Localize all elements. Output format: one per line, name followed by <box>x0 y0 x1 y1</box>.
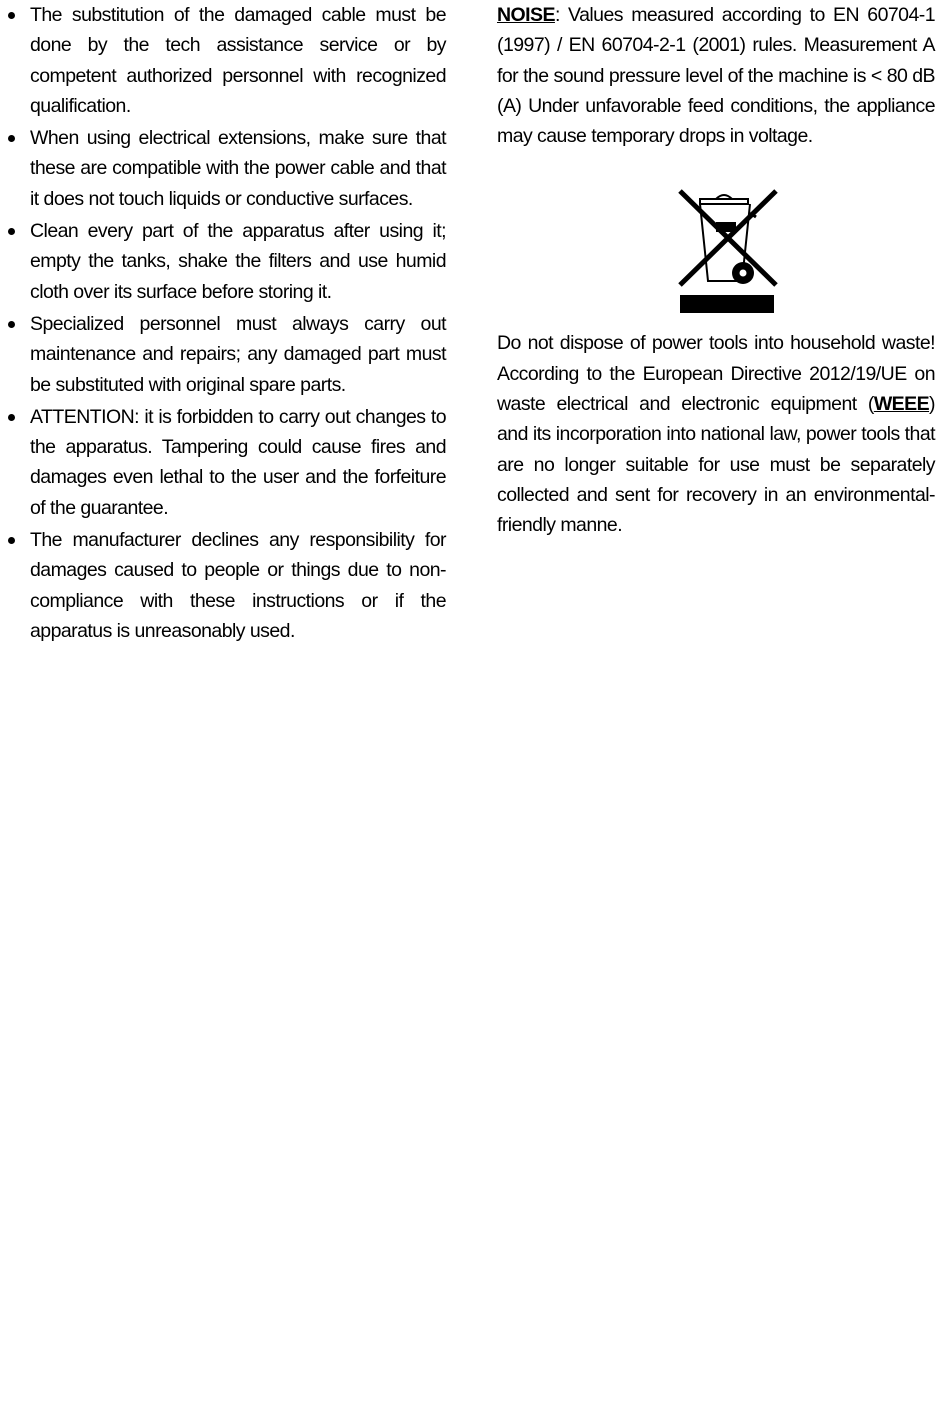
left-column <box>8 0 446 648</box>
list-item-text: Specialized personnel must always carry out maintenance and repairs; any damaged part must be substituted with original spare parts. <box>30 312 446 396</box>
bullet-icon <box>8 537 15 544</box>
bullet-icon <box>8 135 15 142</box>
disposal-paragraph <box>497 328 935 540</box>
list-item-text: The manufacturer declines any responsibility for damages caused to people or things due to non-compliance with these instructions or if the apparatus is unreasonably used. <box>30 529 446 642</box>
list-item-text: Clean every part of the apparatus after using it; empty the tanks, shake the filters and use humid cloth over its surface before storing it. <box>30 220 446 303</box>
safety-instructions-list <box>8 0 446 646</box>
crossed-out-wheelie-bin-icon <box>678 189 778 314</box>
noise-paragraph <box>497 0 935 151</box>
disposal-text-before: Do not dispose of power tools into household waste! According to the European Directive 2012/19/UE on waste electrical and electronic equipment ( <box>497 332 935 416</box>
bullet-icon <box>8 414 15 421</box>
disposal-text-after: ) and its incorporation into national law, power tools that are no longer suitable for use must be separately collected and sent for recovery in an environmental- friendly manne. <box>497 393 935 537</box>
list-item <box>8 0 446 121</box>
list-item-text: The substitution of the damaged cable must be done by the tech assistance service or by competent authorized personnel with recognized qualification. <box>30 4 446 117</box>
noise-heading: NOISE <box>497 4 555 26</box>
list-item-text: When using electrical extensions, make sure that these are compatible with the power cable and that it does not touch liquids or conductive surfaces. <box>30 127 446 210</box>
list-item <box>8 123 446 214</box>
list-item <box>8 216 446 307</box>
noise-text: : Values measured according to EN 60704-1 (1997) / EN 60704-2-1 (2001) rules. Measurement A for the sound pressure level of the machine is < 80 dB (A) Under unfavorable feed conditions, the appliance may cause temporary drops in voltage. <box>497 4 935 148</box>
bullet-icon <box>8 228 15 235</box>
list-item <box>8 525 446 646</box>
bullet-icon <box>8 321 15 328</box>
list-item <box>8 402 446 523</box>
list-item-text: ATTENTION: it is forbidden to carry out changes to the apparatus. Tampering could cause fires and damages even lethal to the user and the forfeiture of the guarantee. <box>30 405 446 519</box>
right-column <box>497 0 935 541</box>
bullet-icon <box>8 12 15 19</box>
list-item <box>8 309 446 400</box>
weee-acronym: WEEE <box>873 393 930 416</box>
